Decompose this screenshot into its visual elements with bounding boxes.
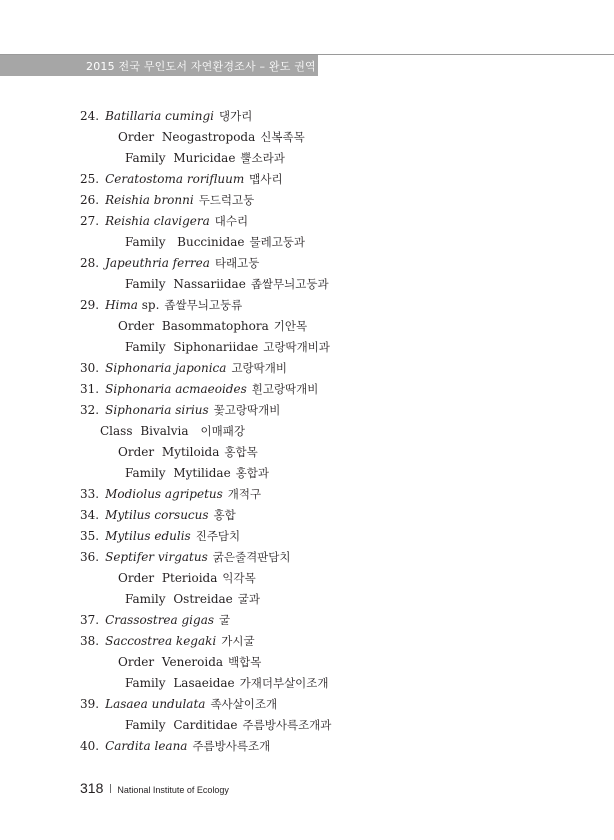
korean-name: 고랑딱개비과 [263,340,330,354]
taxon-rank: Family [125,340,166,354]
species-number: 25. [80,172,100,186]
species-entry [0,610,614,631]
korean-name: 굴 [219,613,231,627]
species-entry [0,190,614,211]
scientific-name: Mytilus edulis [105,529,191,543]
scientific-name: Japeuthria ferrea [105,256,210,270]
korean-name: 이매패강 [200,424,245,438]
taxon-rank: Order [118,130,155,144]
species-entry [0,379,614,400]
species-number: 37. [80,613,100,627]
taxon-name: Siphonariidae [173,340,259,354]
taxon-rank: Order [118,655,155,669]
korean-name: 주름방사륵조개과 [242,718,332,732]
taxon-name: Neogastropoda [161,130,256,144]
taxon-name: Mytiloida [161,445,220,459]
scientific-name: Reishia clavigera [105,214,210,228]
species-number: 36. [80,550,100,564]
taxon-rank: Family [125,277,166,291]
korean-name: 가시굴 [221,634,255,648]
korean-name: 홍합 [213,508,236,522]
taxon-name: Pterioida [161,571,218,585]
taxon-rank: Family [125,151,166,165]
species-entry [0,631,614,652]
taxon-name: Muricidae [173,151,236,165]
korean-name: 주름방사륵조개 [192,739,271,753]
taxon-name: Veneroida [161,655,224,669]
species-number: 38. [80,634,100,648]
korean-name: 신복족목 [260,130,305,144]
species-number: 30. [80,361,100,375]
species-number: 26. [80,193,100,207]
scientific-name: Crassostrea gigas [105,613,215,627]
korean-name: 뿔소라과 [240,151,285,165]
scientific-name: Lasaea undulata [105,697,206,711]
taxon-name: Ostreidae [173,592,233,606]
korean-name: 댕가리 [219,109,253,123]
species-entry [0,694,614,715]
institute-name: National Institute of Ecology [117,785,229,795]
family-entry [0,148,614,169]
species-number: 28. [80,256,100,270]
scientific-name: Siphonaria japonica [105,361,227,375]
family-entry [0,673,614,694]
korean-name: 꽃고랑딱개비 [213,403,281,417]
korean-name: 흰고랑딱개비 [251,382,319,396]
order-entry [0,652,614,673]
korean-name: 두드럭고둥 [198,193,255,207]
scientific-name: Siphonaria sirius [105,403,209,417]
species-number: 31. [80,382,100,396]
korean-name: 개적구 [227,487,262,501]
page-number: 318 [80,780,104,796]
species-number: 33. [80,487,100,501]
korean-name: 가재더부살이조개 [239,676,329,690]
scientific-name: Septifer virgatus [105,550,208,564]
korean-name: 기안목 [273,319,308,333]
species-entry [0,484,614,505]
order-entry [0,442,614,463]
species-number: 29. [80,298,100,312]
order-entry [0,127,614,148]
species-number: 27. [80,214,100,228]
family-entry [0,274,614,295]
species-entry [0,736,614,757]
family-entry [0,715,614,736]
korean-name: 타래고둥 [214,256,260,270]
species-entry [0,358,614,379]
family-entry [0,463,614,484]
taxon-rank: Family [125,718,166,732]
korean-name: 홍합목 [224,445,258,459]
korean-name: 물레고둥과 [249,235,306,249]
korean-name: 홍합과 [235,466,269,480]
korean-name: 좁쌀무늬고둥류 [164,298,243,312]
class-entry [0,421,614,442]
species-number: 34. [80,508,100,522]
species-entry [0,211,614,232]
scientific-name: Ceratostoma rorifluum [105,172,245,186]
korean-name: 대수리 [214,214,249,228]
species-entry [0,526,614,547]
species-list [0,106,614,757]
korean-name: 족사살이조개 [210,697,278,711]
family-entry [0,337,614,358]
scientific-name: Cardita leana [105,739,188,753]
korean-name: 맵사리 [249,172,283,186]
scientific-name: Hima [105,298,138,312]
taxon-rank: Family [125,676,166,690]
running-header-title: 2015 전국 무인도서 자연환경조사 – 완도 권역 [86,60,316,73]
taxon-name: Nassariidae [173,277,246,291]
korean-name: 익각목 [222,571,256,585]
species-number: 24. [80,109,100,123]
taxon-rank: Family [125,592,166,606]
species-entry [0,505,614,526]
scientific-name: Reishia bronni [105,193,194,207]
scientific-name: Mytilus corsucus [105,508,209,522]
korean-name: 굵은줄격판담치 [212,550,291,564]
order-entry [0,568,614,589]
korean-name: 고랑딱개비 [231,361,287,375]
species-number: 40. [80,739,100,753]
taxon-rank: Order [118,571,155,585]
scientific-name: Siphonaria acmaeoides [105,382,247,396]
species-entry [0,295,614,316]
korean-name: 진주담치 [195,529,241,543]
korean-name: 굴과 [237,592,260,606]
footer-divider [110,784,111,793]
species-entry [0,169,614,190]
species-entry [0,400,614,421]
taxon-name: Lasaeidae [173,676,235,690]
order-entry [0,316,614,337]
taxon-rank: Order [118,319,155,333]
scientific-name: Batillaria cumingi [105,109,215,123]
taxon-rank: Family [125,466,166,480]
species-number: 35. [80,529,100,543]
scientific-name: Modiolus agripetus [105,487,223,501]
species-entry [0,253,614,274]
taxon-name: Carditidae [173,718,238,732]
family-entry [0,589,614,610]
species-entry [0,106,614,127]
taxon-rank: Class [100,424,133,438]
taxon-rank: Family [125,235,166,249]
taxon-rank: Order [118,445,155,459]
family-entry [0,232,614,253]
korean-name: 좁쌀무늬고둥과 [250,277,329,291]
page-footer [80,780,229,798]
species-number: 32. [80,403,100,417]
species-number: 39. [80,697,100,711]
taxon-name: Buccinidae [177,235,245,249]
taxon-name: Mytilidae [173,466,231,480]
species-entry [0,547,614,568]
korean-name: 백합목 [228,655,262,669]
scientific-name: Saccostrea kegaki [105,634,217,648]
taxon-name: Basommatophora [161,319,269,333]
scientific-name-suffix: sp. [141,298,160,312]
taxon-name: Bivalvia [140,424,189,438]
